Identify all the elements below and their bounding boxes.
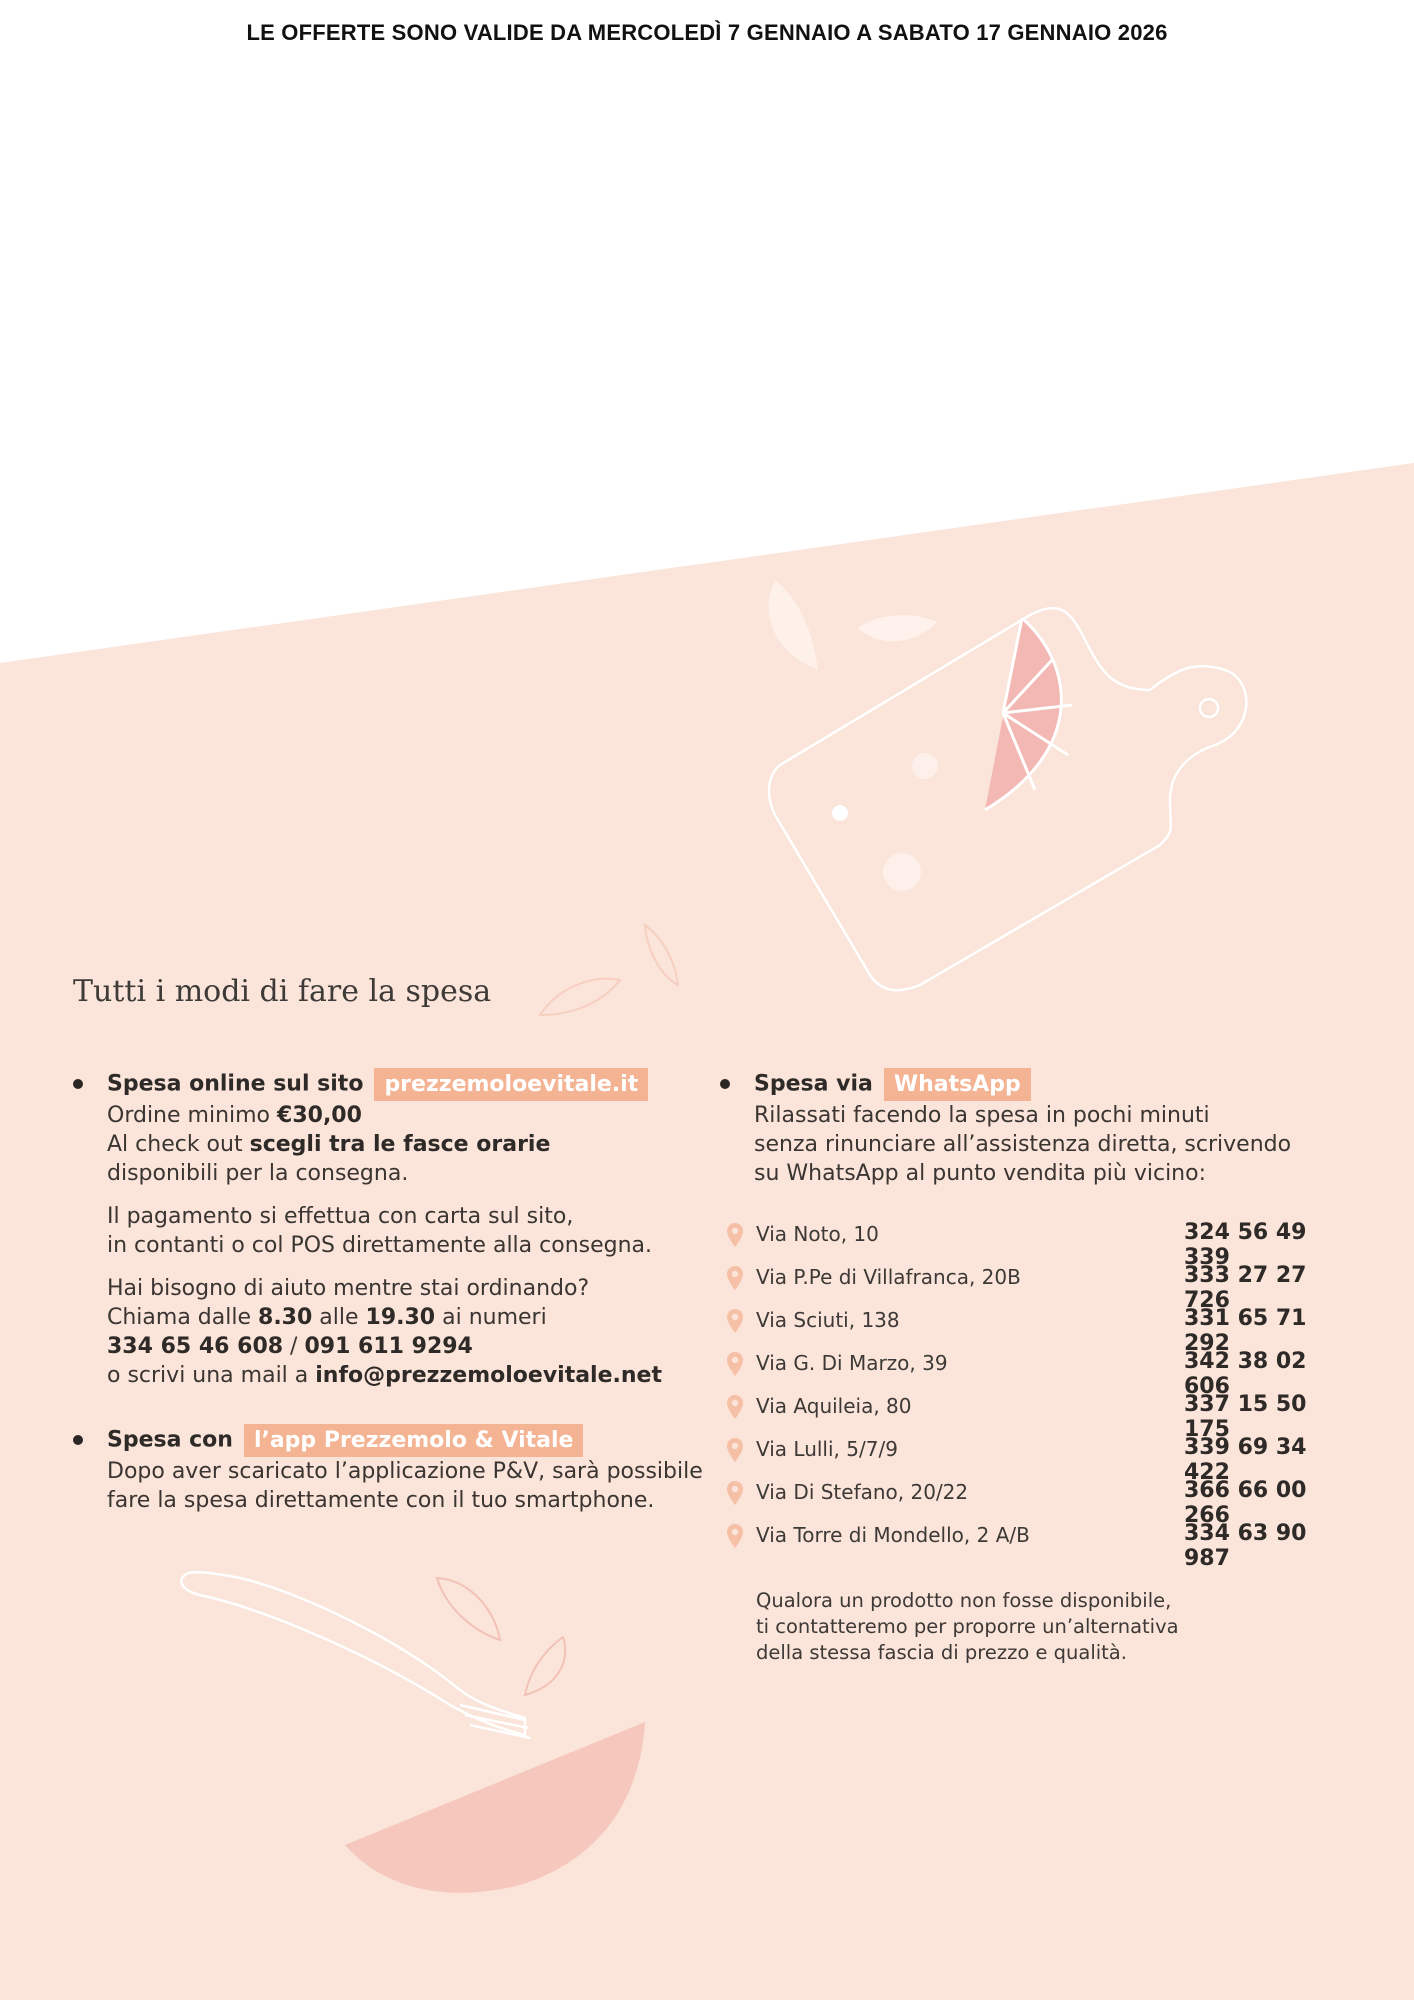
phone-separator: / — [283, 1334, 305, 1359]
store-row — [726, 1519, 1346, 1571]
whatsapp-heading — [754, 1068, 1360, 1101]
location-pin-icon — [726, 1265, 744, 1291]
note-line-1: Qualora un prodotto non fosse disponibile, — [756, 1589, 1172, 1612]
store-address: Via Aquileia, 80 — [756, 1394, 912, 1418]
location-pin-icon — [726, 1394, 744, 1420]
bubble-icon — [883, 853, 921, 891]
help-line: Hai bisogno di aiuto mentre stai ordinando? — [107, 1276, 590, 1301]
mail-prefix: o scrivi una mail a — [107, 1363, 316, 1388]
call-hours-line — [107, 1303, 713, 1332]
call-from: 8.30 — [258, 1305, 313, 1330]
store-address: Via Di Stefano, 20/22 — [756, 1480, 969, 1504]
checkout-line — [107, 1130, 713, 1159]
payment-line-1: Il pagamento si effettua con carta sul sito, — [107, 1204, 574, 1229]
online-heading — [107, 1068, 713, 1101]
email-link[interactable]: info@prezzemoloevitale.net — [315, 1363, 662, 1388]
checkout-suffix: disponibili per la consegna. — [107, 1161, 409, 1186]
app-line-1: Dopo aver scaricato l’applicazione P&V, sarà possibile — [107, 1459, 703, 1484]
store-address: Via Noto, 10 — [756, 1222, 879, 1246]
store-phone[interactable]: 324 56 49 339 — [1184, 1220, 1307, 1270]
whatsapp-line-2: senza rinunciare all’assistenza diretta, scrivendo — [754, 1132, 1292, 1157]
app-link[interactable]: l’app Prezzemolo & Vitale — [244, 1424, 584, 1457]
store-address: Via P.Pe di Villafranca, 20B — [756, 1265, 1021, 1289]
checkout-bold: scegli tra le fasce orarie — [249, 1132, 551, 1157]
bullet-icon — [73, 1435, 83, 1445]
app-line-2: fare la spesa direttamente con il tuo smartphone. — [107, 1488, 655, 1513]
note-line-2: ti contatteremo per proporre un’alternativa — [756, 1615, 1179, 1638]
store-address: Via Sciuti, 138 — [756, 1308, 900, 1332]
section-title: Tutti i modi di fare la spesa — [73, 974, 492, 1009]
store-address: Via G. Di Marzo, 39 — [756, 1351, 948, 1375]
call-mid: alle — [312, 1305, 366, 1330]
location-pin-icon — [726, 1523, 744, 1549]
min-order-label: Ordine minimo — [107, 1103, 278, 1128]
bullet-icon — [720, 1079, 730, 1089]
app-label: Spesa con — [107, 1427, 233, 1453]
store-phone[interactable]: 337 15 50 175 — [1184, 1392, 1307, 1442]
whatsapp-link[interactable]: WhatsApp — [884, 1068, 1031, 1101]
store-row — [726, 1304, 1346, 1356]
call-prefix: Chiama dalle — [107, 1305, 259, 1330]
store-phone[interactable]: 334 63 90 987 — [1184, 1521, 1307, 1571]
location-pin-icon — [726, 1308, 744, 1334]
store-phone[interactable]: 331 65 71 292 — [1184, 1306, 1307, 1356]
website-link[interactable]: prezzemoloevitale.it — [374, 1068, 648, 1101]
phone-number-2[interactable]: 091 611 9294 — [304, 1334, 473, 1359]
location-pin-icon — [726, 1222, 744, 1248]
store-row — [726, 1476, 1346, 1528]
whatsapp-line-1: Rilassati facendo la spesa in pochi minuti — [754, 1103, 1210, 1128]
right-column — [720, 1068, 1360, 1188]
bubble-icon — [832, 805, 848, 821]
bubble-icon — [912, 753, 938, 779]
payment-line-2: in contanti o col POS direttamente alla consegna. — [107, 1233, 653, 1258]
store-row — [726, 1261, 1346, 1313]
app-shopping-block — [73, 1424, 713, 1515]
whatsapp-line-3: su WhatsApp al punto vendita più vicino: — [754, 1161, 1206, 1186]
store-phone[interactable]: 333 27 27 726 — [1184, 1263, 1307, 1313]
min-order-value: €30,00 — [277, 1103, 362, 1128]
online-shopping-block — [73, 1068, 713, 1390]
offer-validity-text: LE OFFERTE SONO VALIDE DA MERCOLEDÌ 7 GENNAIO A SABATO 17 GENNAIO 2026 — [246, 20, 1168, 45]
checkout-label: Al check out — [107, 1132, 250, 1157]
location-pin-icon — [726, 1480, 744, 1506]
online-label: Spesa online sul sito — [107, 1071, 364, 1097]
call-to: 19.30 — [365, 1305, 436, 1330]
whatsapp-label: Spesa via — [754, 1071, 873, 1097]
phone-number-1[interactable]: 334 65 46 608 — [107, 1334, 284, 1359]
store-row — [726, 1218, 1346, 1270]
store-list — [726, 1218, 1346, 1571]
call-suffix: ai numeri — [435, 1305, 547, 1330]
min-order-line — [107, 1101, 713, 1130]
location-pin-icon — [726, 1351, 744, 1377]
store-address: Via Torre di Mondello, 2 A/B — [756, 1523, 1030, 1547]
store-address: Via Lulli, 5/7/9 — [756, 1437, 898, 1461]
store-row — [726, 1433, 1346, 1485]
availability-note — [756, 1588, 1316, 1666]
phone-numbers-line — [107, 1332, 713, 1361]
store-phone[interactable]: 339 69 34 422 — [1184, 1435, 1307, 1485]
store-phone[interactable]: 342 38 02 606 — [1184, 1349, 1307, 1399]
app-heading — [107, 1424, 713, 1457]
left-column — [73, 1068, 713, 1515]
store-phone[interactable]: 366 66 00 266 — [1184, 1478, 1307, 1528]
location-pin-icon — [726, 1437, 744, 1463]
mail-line — [107, 1361, 713, 1390]
bullet-icon — [73, 1079, 83, 1089]
store-row — [726, 1347, 1346, 1399]
whatsapp-block — [720, 1068, 1360, 1188]
note-line-3: della stessa fascia di prezzo e qualità. — [756, 1641, 1127, 1664]
store-row — [726, 1390, 1346, 1442]
